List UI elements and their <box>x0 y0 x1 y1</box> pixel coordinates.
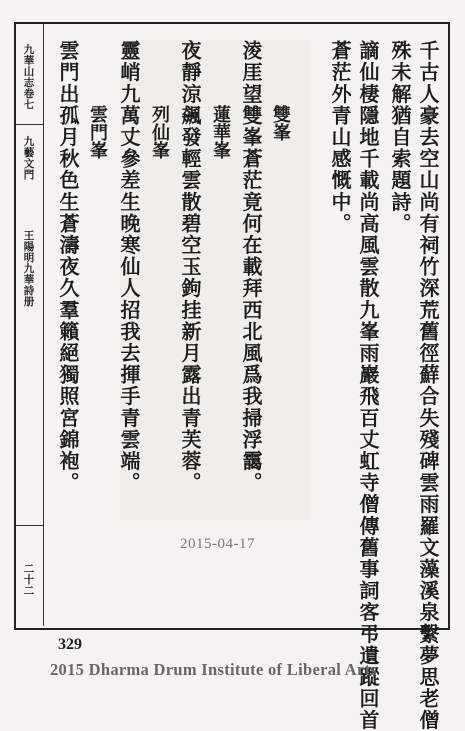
text-column: 殊未解猶自索題詩。 <box>388 40 412 235</box>
margin-divider <box>16 525 43 526</box>
border-right-rule <box>448 22 450 628</box>
text-column: 淩厓望雙峯蒼茫竟何在載拜西北風爲我掃浮靄。 <box>239 40 263 494</box>
margin-book-title: 九華山志卷七 <box>22 44 35 110</box>
text-column: 千古人豪去空山尚有祠竹深荒舊徑蘚合失殘碑雲雨羅文藻溪泉繫夢思老僧 <box>416 40 440 731</box>
margin-section: 九藝文門 <box>22 136 35 180</box>
margin-author-work: 王陽明九華詩册 <box>22 230 35 307</box>
poem-title: 蓮華峯 <box>210 105 231 159</box>
text-column: 夜靜涼飆發輕雲散碧空玉鉤挂新月露出青芙蓉。 <box>178 40 202 494</box>
poem-title: 列仙峯 <box>149 105 170 159</box>
date-stamp: 2015-04-17 <box>180 536 255 552</box>
poem-title: 雲門峯 <box>87 105 108 159</box>
page-number: 329 <box>58 636 82 653</box>
margin-folio: 二十二 <box>22 563 35 596</box>
margin-column <box>16 24 44 626</box>
poem-title: 雙峯 <box>270 105 291 141</box>
text-column: 雲門出孤月秋色生蒼濤夜久羣籟絕獨照宮錦袍。 <box>56 40 80 494</box>
watermark-text: 2015 Dharma Drum Institute of Liberal Arts <box>50 660 377 679</box>
text-column: 靈峭九萬丈參差生晚寒仙人招我去揮手青雲端。 <box>117 40 141 494</box>
text-column: 謫仙棲隱地千載尚高風雲散九峯雨巖飛百丈虹寺僧傳舊事詞客弔遺蹤回首 <box>356 40 380 731</box>
margin-divider <box>16 124 43 125</box>
text-column: 蒼茫外青山感慨中。 <box>328 40 352 235</box>
